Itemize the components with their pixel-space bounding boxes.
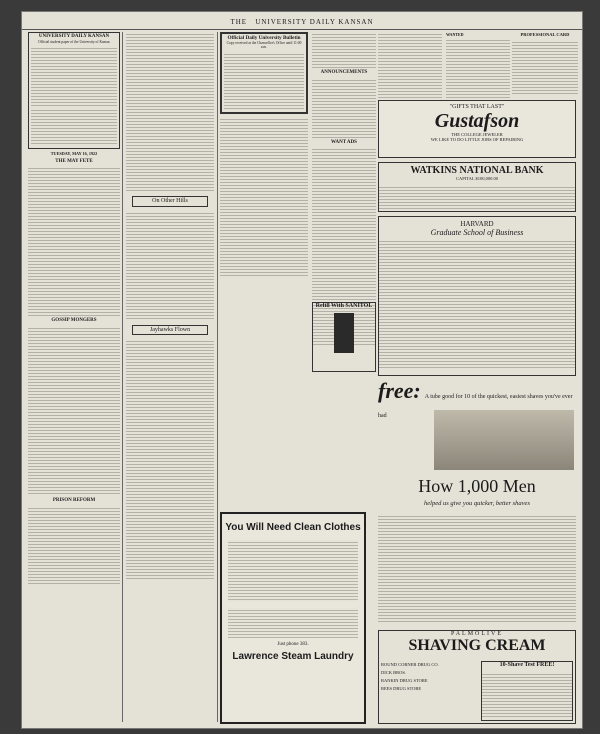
newspaper-page — [22, 12, 582, 728]
shaving-illustration — [434, 410, 574, 470]
column-1 — [28, 32, 120, 722]
running-head: THE UNIVERSITY DAILY KANSAN — [22, 16, 582, 30]
headline-announcements: ANNOUNCEMENTS — [320, 70, 368, 75]
coupon[interactable]: 10-Shave Test FREE! — [481, 661, 573, 721]
wanted-ad: WANTED — [446, 32, 510, 98]
refill-ad: Refill With SANITOL — [312, 302, 376, 372]
bottle-illustration — [334, 313, 354, 353]
palmolive-main: How 1,000 Men helped us give you quicker, better shaves — [378, 410, 576, 630]
shaving-cream-ad: PALMOLIVE SHAVING CREAM ROUND CORNER DRUG CO. DICK BROS. RANKIN DRUG STORE REES DRUG STORE 10-Shave Test FREE! — [378, 630, 576, 724]
headline-want-ads: WANT ADS — [331, 139, 357, 145]
gustafson-logo: Gustafson — [434, 110, 520, 132]
flag-box: UNIVERSITY DAILY KANSAN Official student paper of the University of Kansas — [28, 32, 120, 149]
bank-ad: WATKINS NATIONAL BANK CAPITAL $100,000.00 — [378, 162, 576, 212]
classified-ads-top — [378, 32, 442, 98]
dateline: TUESDAY, MAY 16, 1922 — [50, 151, 98, 157]
laundry-ad: You Will Need Clean Clothes Just phone 383. Lawrence Steam Laundry — [220, 512, 366, 724]
flag-title: UNIVERSITY DAILY KANSAN — [38, 34, 110, 39]
dealer-list: ROUND CORNER DRUG CO. DICK BROS. RANKIN DRUG STORE REES DRUG STORE — [381, 662, 439, 691]
jayhawks-flown-box: Jayhawks Flown — [132, 325, 208, 336]
headline-gossip-mongers: GOSSIP MONGERS — [51, 318, 97, 324]
harvard-ad: HARVARD Graduate School of Business — [378, 216, 576, 376]
gustafson-ad: "GIFTS THAT LAST" Gustafson THE COLLEGE JEWELER WE LIKE TO DO LITTLE JOBS OF REPAIRING — [378, 100, 576, 158]
paper-name: UNIVERSITY DAILY KANSAN — [255, 18, 374, 26]
official-bulletin: Official Daily University Bulletin Copy received at the Chancellor's Office until 11:00 a.m. — [220, 32, 308, 114]
column-rule — [217, 32, 218, 722]
professional-card: PROFESSIONAL CARD — [512, 32, 578, 98]
free-tube-banner: free: A tube good for 10 of the quickest, easiest shaves you've ever had — [378, 378, 573, 419]
headline-may-fete: THE MAY FETE — [55, 158, 93, 164]
on-other-hills-box: On Other Hills — [132, 196, 208, 207]
headline-prison-reform: PRISON REFORM — [52, 497, 96, 503]
column-2 — [126, 32, 214, 722]
column-rule — [122, 32, 123, 722]
